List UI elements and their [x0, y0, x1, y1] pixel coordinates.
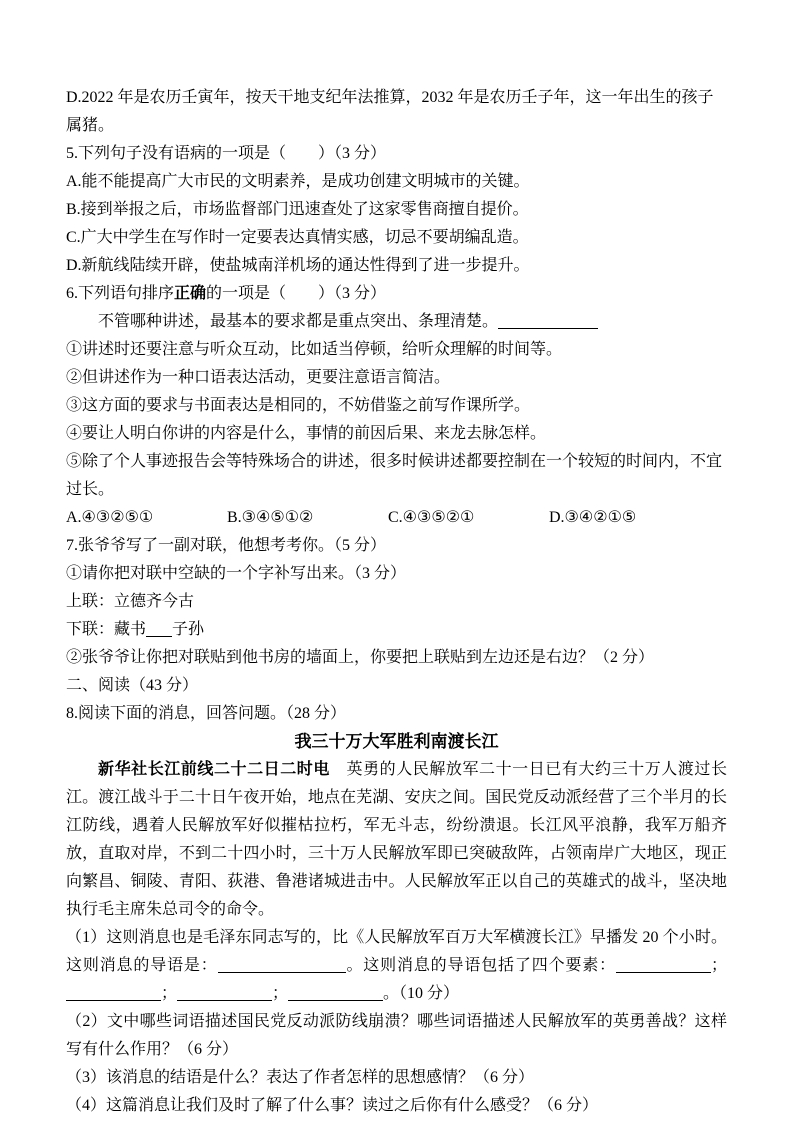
- text-run: ②但讲述作为一种口语表达活动，更要注意语言简洁。: [66, 369, 451, 386]
- text-run: ①讲述时还要注意与听众互动，比如适当停顿，给听众理解的时间等。: [66, 341, 563, 358]
- text-run: （3）该消息的结语是什么？表达了作者怎样的思想感情？（6 分）: [66, 1069, 535, 1086]
- q4-choice-d: [66, 84, 727, 140]
- q5-choice-a: [66, 168, 727, 196]
- text-run: ①请你把对联中空缺的一个字补写出来。（3 分）: [66, 565, 407, 582]
- q6-sentence-4: [66, 420, 727, 448]
- document-body: [66, 84, 727, 1120]
- text-run: 二、阅读（43 分）: [66, 677, 199, 694]
- q6-sentence-1: [66, 336, 727, 364]
- text-run: ②张爷爷让你把对联贴到他书房的墙面上，你要把上联贴到左边还是右边？（2 分）: [66, 649, 655, 666]
- question-5-stem: [66, 140, 727, 168]
- q8-sub-1: [66, 924, 727, 1008]
- q6-sentence-3: [66, 392, 727, 420]
- q7-part-1: [66, 560, 727, 588]
- text-run: 。这则消息的导语包括了四个要素：: [345, 957, 616, 974]
- q5-choice-d: [66, 252, 727, 280]
- text-run: 下联：藏书: [66, 621, 147, 638]
- q7-part-2: [66, 644, 727, 672]
- text-run: A.能不能提高广大市民的文明素养，是成功创建文明城市的关键。: [66, 173, 530, 190]
- couplet-upper: [66, 588, 727, 616]
- fill-in-blank: [146, 620, 172, 637]
- text-run: ⑤除了个人事迹报告会等特殊场合的讲述，很多时候讲述都要控制在一个较短的时间内，不宜过长。: [66, 453, 723, 498]
- answer-option-b: B.③④⑤①②: [227, 509, 314, 526]
- answer-option-c: C.④③⑤②①: [388, 509, 475, 526]
- q8-sub-4: [66, 1092, 727, 1120]
- answer-option-d: D.③④②①⑤: [549, 509, 637, 526]
- q8-sub-2: [66, 1008, 727, 1064]
- text-run: 英勇的人民解放军二十一日已有大约三十万人渡过长江。渡江战斗于二十日午夜开始，地点在芜湖、安庆之间。国民党反动派经营了三个半月的长江防线，遇着人民解放军好似摧枯拉朽，军无斗志，纷纷溃退。长江风平浪静，我军万船齐放，直取对岸，不到二十四小时，三十万人民解放军即已突破敌阵，占领南岸广大地区，现正向繁昌、铜陵、青阳、荻港、鲁港诸城进击中。人民解放军正以自己的英雄式的战斗，坚决地执行毛主席朱总司令的命令。: [66, 761, 727, 918]
- text-run: 不管哪种讲述，最基本的要求都是重点突出、条理清楚。: [98, 313, 499, 330]
- answer-option-a: A.④③②⑤①: [66, 509, 154, 526]
- text-run: （4）这篇消息让我们及时了解了什么事？读过之后你有什么感受？（6 分）: [66, 1097, 599, 1114]
- text-run: ③这方面的要求与书面表达是相同的，不妨借鉴之前写作课所学。: [66, 397, 531, 414]
- text-run: （1）这则消息也是毛泽东同志写的，比《人民解放军百万大军横渡长江》早播发 20 个小时。这则消息的导语是：: [66, 929, 727, 974]
- text-run: D.2022 年是农历壬寅年，按天干地支纪年法推算，2032 年是农历壬子年，这一年出生的孩子属猪。: [66, 89, 714, 134]
- text-run: 6.下列语句排序: [66, 285, 175, 302]
- news-body: [66, 756, 727, 924]
- couplet-lower: [66, 616, 727, 644]
- q6-sentence-5: [66, 448, 727, 504]
- text-run: 7.张爷爷写了一副对联，他想考考你。（5 分）: [66, 537, 387, 554]
- text-run: 5.下列句子没有语病的一项是（ ）（3 分）: [66, 145, 387, 162]
- text-run: C.广大中学生在写作时一定要表达真情实感，切忌不要胡编乱造。: [66, 229, 529, 246]
- news-title: [66, 728, 727, 756]
- fill-in-blank: [66, 984, 161, 1001]
- section-2-heading: [66, 672, 727, 700]
- q6-answer-options: [66, 504, 727, 532]
- text-run: ；: [710, 957, 727, 974]
- text-run: 。（10 分）: [383, 985, 460, 1002]
- text-run: （2）文中哪些词语描述国民党反动派防线崩溃？哪些词语描述人民解放军的英勇善战？这样写有什么作用？（6 分）: [66, 1013, 727, 1058]
- fill-in-blank: [616, 956, 711, 973]
- q8-sub-3: [66, 1064, 727, 1092]
- text-run: D.新航线陆续开辟，使盐城南洋机场的通达性得到了进一步提升。: [66, 257, 530, 274]
- emphasis-text: 我三十万大军胜利南渡长江: [294, 732, 499, 751]
- text-run: ；: [272, 985, 289, 1002]
- text-run: B.接到举报之后，市场监督部门迅速查处了这家零售商擅自提价。: [66, 201, 529, 218]
- question-6-stem: [66, 280, 727, 308]
- text-run: 的一项是（ ）（3 分）: [206, 285, 387, 302]
- fill-in-blank: [218, 956, 346, 973]
- fill-in-blank: [177, 984, 272, 1001]
- q5-choice-b: [66, 196, 727, 224]
- fill-in-blank: [498, 312, 598, 329]
- text-run: ；: [161, 985, 178, 1002]
- text-run: ④要让人明白你讲的内容是什么，事情的前因后果、来龙去脉怎样。: [66, 425, 547, 442]
- q5-choice-c: [66, 224, 727, 252]
- text-run: 上联：立德齐今古: [66, 593, 195, 610]
- emphasis-text: 正确: [174, 285, 207, 302]
- q6-lead-sentence: [66, 308, 727, 336]
- question-8-stem: [66, 700, 727, 728]
- text-run: 8.阅读下面的消息，回答问题。（28 分）: [66, 705, 347, 722]
- question-7-stem: [66, 532, 727, 560]
- text-run: 子孙: [172, 621, 205, 638]
- fill-in-blank: [288, 984, 383, 1001]
- q6-sentence-2: [66, 364, 727, 392]
- emphasis-text: 新华社长江前线二十二日二时电: [98, 761, 330, 778]
